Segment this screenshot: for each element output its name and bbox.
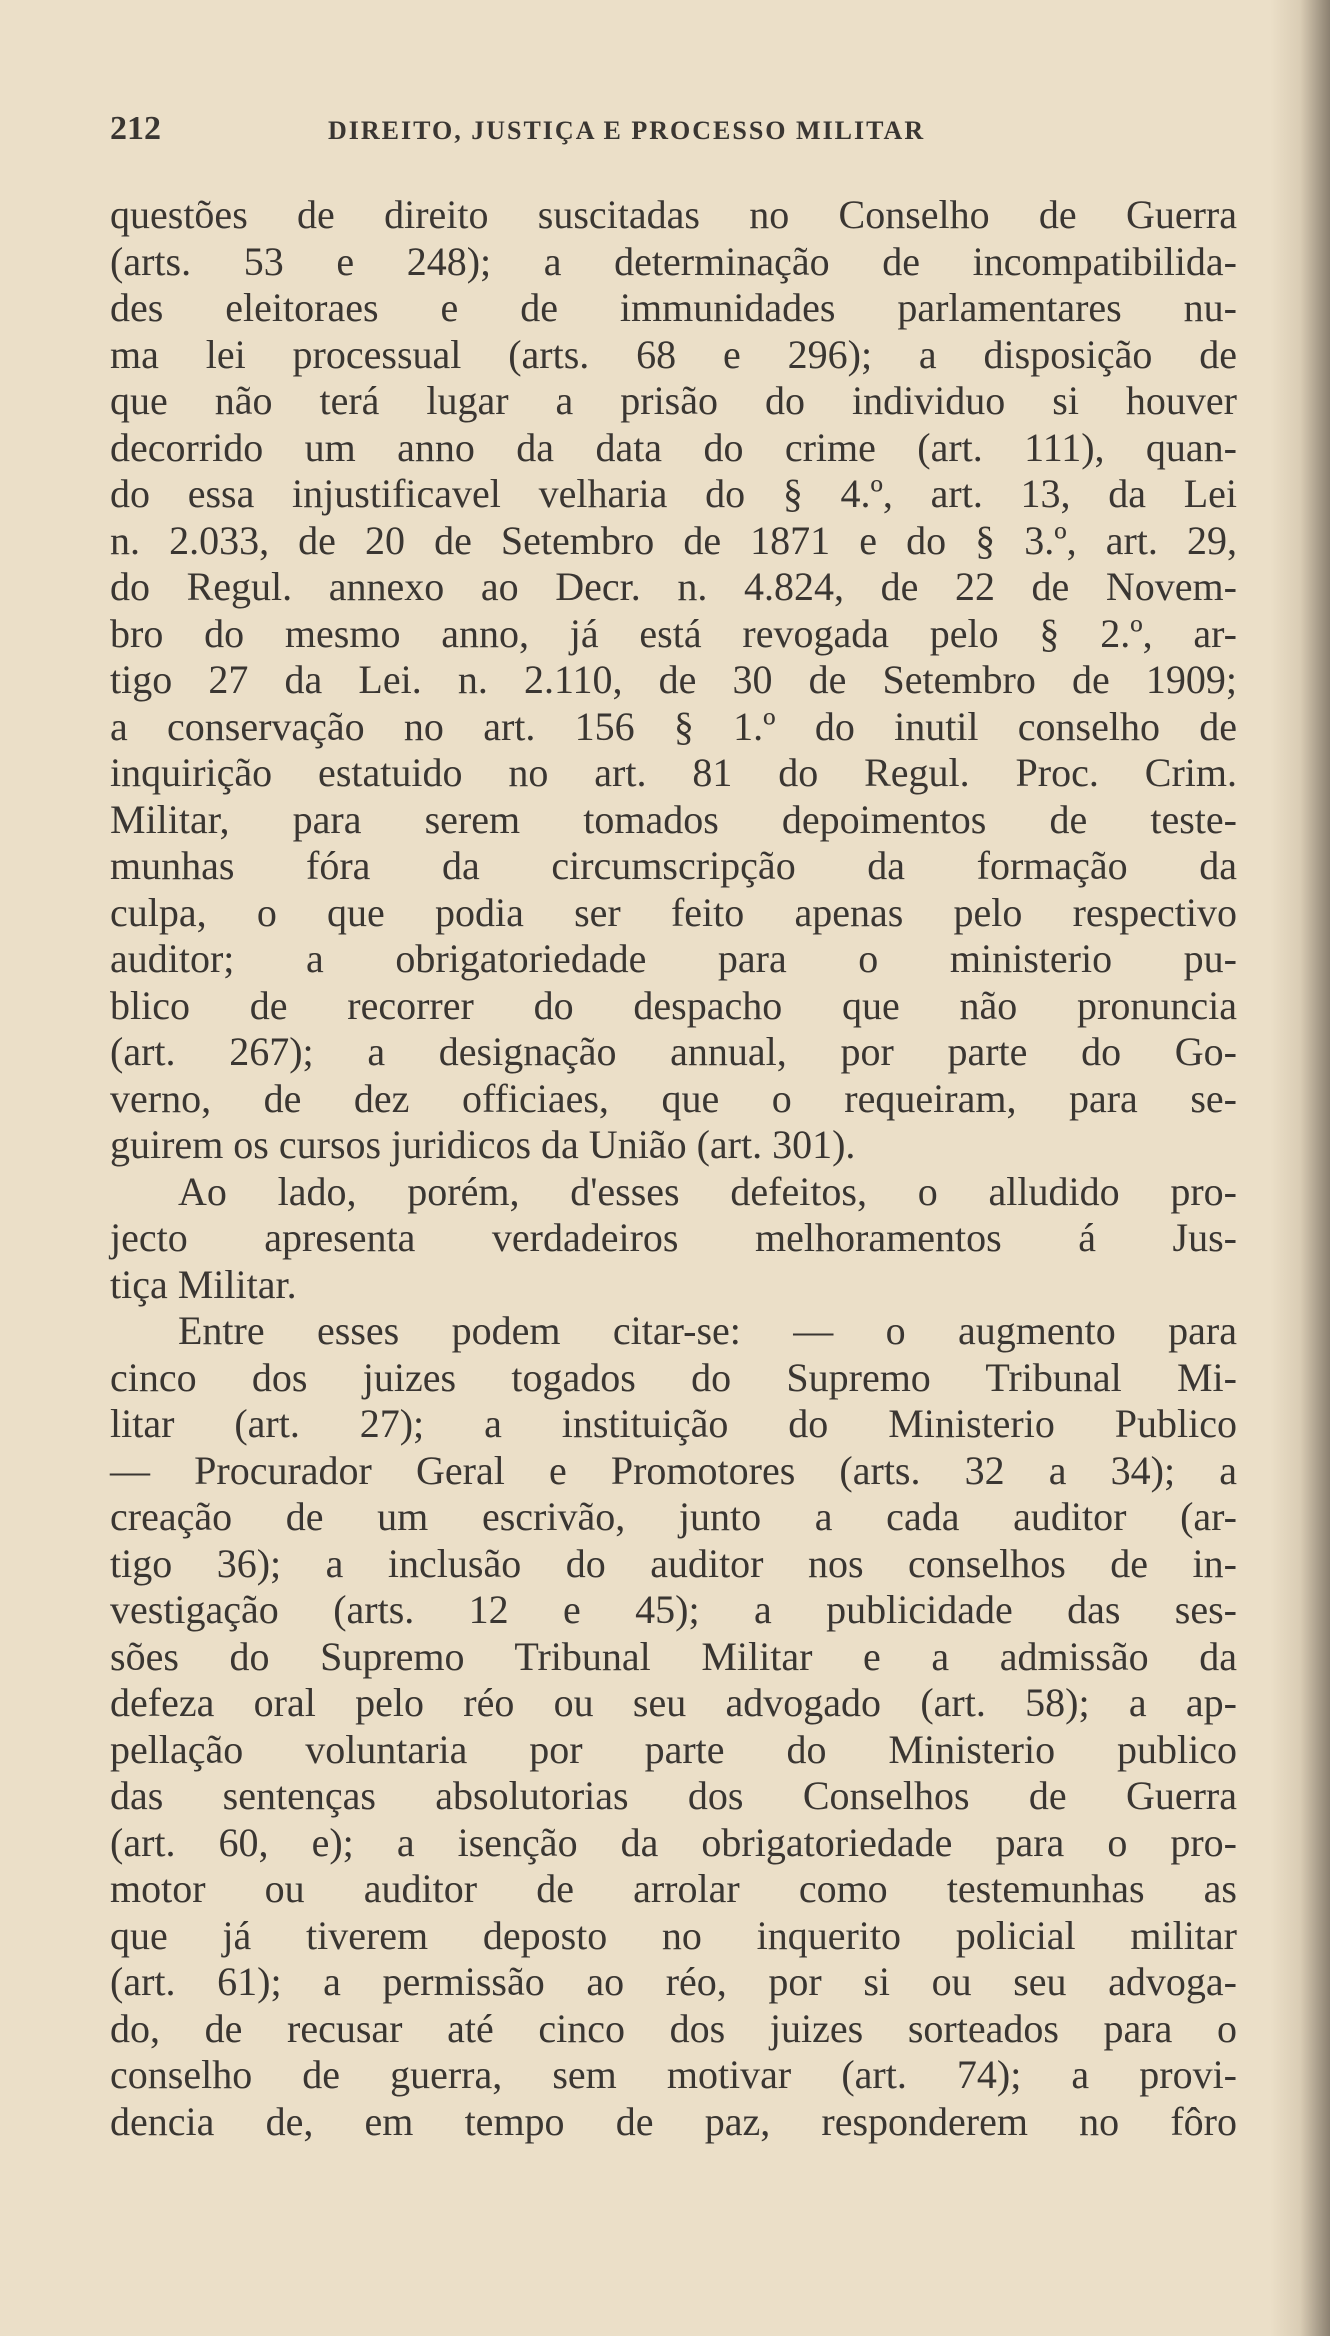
text-line: creação de um escrivão, junto a cada auditor (ar- bbox=[110, 1494, 1237, 1539]
text-line: ma lei processual (arts. 68 e 296); a disposição de bbox=[110, 331, 1237, 377]
text-line: do Regul. annexo ao Decr. n. 4.824, de 22 de Novem- bbox=[110, 564, 1237, 609]
text-line: culpa, o que podia ser feito apenas pelo respectivo bbox=[110, 889, 1237, 935]
page-number: 212 bbox=[110, 110, 161, 147]
text-line: verno, de dez officiaes, que o requeiram, para se- bbox=[110, 1075, 1237, 1121]
text-line: (art. 61); a permissão ao réo, por si ou seu advoga- bbox=[110, 1959, 1237, 2004]
text-line: que não terá lugar a prisão do individuo si houver bbox=[110, 378, 1237, 423]
text-line: auditor; a obrigatoriedade para o ministerio pu- bbox=[110, 936, 1237, 981]
text-line: Entre esses podem citar-se: — o augmento para bbox=[178, 1308, 1237, 1353]
text-line: guirem os cursos juridicos da União (art. 301). bbox=[110, 1122, 856, 1167]
text-line: questões de direito suscitadas no Conselho de Guerra bbox=[110, 192, 1237, 237]
text-line: das sentenças absolutorias dos Conselhos de Guerra bbox=[110, 1773, 1237, 1818]
page-edge-shadow bbox=[1270, 0, 1330, 2336]
text-line: jecto apresenta verdadeiros melhoramentos á Jus- bbox=[110, 1215, 1237, 1260]
text-line: blico de recorrer do despacho que não pronuncia bbox=[110, 982, 1237, 1028]
text-line: inquirição estatuido no art. 81 do Regul. Proc. Crim. bbox=[110, 750, 1237, 795]
text-line: do essa injustificavel velharia do § 4.º, art. 13, da Lei bbox=[110, 471, 1237, 516]
text-line: des eleitoraes e de immunidades parlamentares nu- bbox=[110, 285, 1237, 330]
text-line: a conservação no art. 156 § 1.º do inutil conselho de bbox=[110, 703, 1237, 749]
running-header bbox=[110, 110, 1237, 150]
text-line: motor ou auditor de arrolar como testemunhas as bbox=[110, 1866, 1237, 1911]
text-line: (art. 60, e); a isenção da obrigatoriedade para o pro- bbox=[110, 1819, 1237, 1865]
text-line: munhas fóra da circumscripção da formação da bbox=[110, 843, 1237, 888]
text-line: Ao lado, porém, d'esses defeitos, o alludido pro- bbox=[178, 1168, 1237, 1214]
text-line: vestigação (arts. 12 e 45); a publicidade das ses- bbox=[110, 1587, 1237, 1632]
text-line: defeza oral pelo réo ou seu advogado (art. 58); a ap- bbox=[110, 1680, 1237, 1725]
text-line: (art. 267); a designação annual, por parte do Go- bbox=[110, 1029, 1237, 1074]
text-line: do, de recusar até cinco dos juizes sorteados para o bbox=[110, 2005, 1237, 2051]
text-line: tigo 27 da Lei. n. 2.110, de 30 de Setembro de 1909; bbox=[110, 657, 1237, 702]
body-text bbox=[110, 192, 1237, 2145]
text-line: — Procurador Geral e Promotores (arts. 32 a 34); a bbox=[110, 1447, 1237, 1493]
text-line: sões do Supremo Tribunal Militar e a admissão da bbox=[110, 1633, 1237, 1679]
text-line: conselho de guerra, sem motivar (art. 74); a provi- bbox=[110, 2052, 1237, 2097]
text-line: pellação voluntaria por parte do Ministerio publico bbox=[110, 1726, 1237, 1772]
text-line: Militar, para serem tomados depoimentos de teste- bbox=[110, 796, 1237, 842]
text-line: n. 2.033, de 20 de Setembro de 1871 e do § 3.º, art. 29, bbox=[110, 517, 1237, 563]
text-line: (arts. 53 e 248); a determinação de incompatibilida- bbox=[110, 238, 1237, 284]
text-line: decorrido um anno da data do crime (art. 111), quan- bbox=[110, 424, 1237, 470]
text-line: cinco dos juizes togados do Supremo Tribunal Mi- bbox=[110, 1354, 1237, 1400]
text-line: dencia de, em tempo de paz, responderem no fôro bbox=[110, 2098, 1237, 2144]
running-title: DIREITO, JUSTIÇA E PROCESSO MILITAR bbox=[328, 116, 926, 145]
text-line: que já tiverem deposto no inquerito policial militar bbox=[110, 1912, 1237, 1958]
text-line: tigo 36); a inclusão do auditor nos conselhos de in- bbox=[110, 1540, 1237, 1586]
text-line: litar (art. 27); a instituição do Ministerio Publico bbox=[110, 1401, 1237, 1446]
text-line: bro do mesmo anno, já está revogada pelo § 2.º, ar- bbox=[110, 610, 1237, 656]
text-line: tiça Militar. bbox=[110, 1261, 297, 1307]
